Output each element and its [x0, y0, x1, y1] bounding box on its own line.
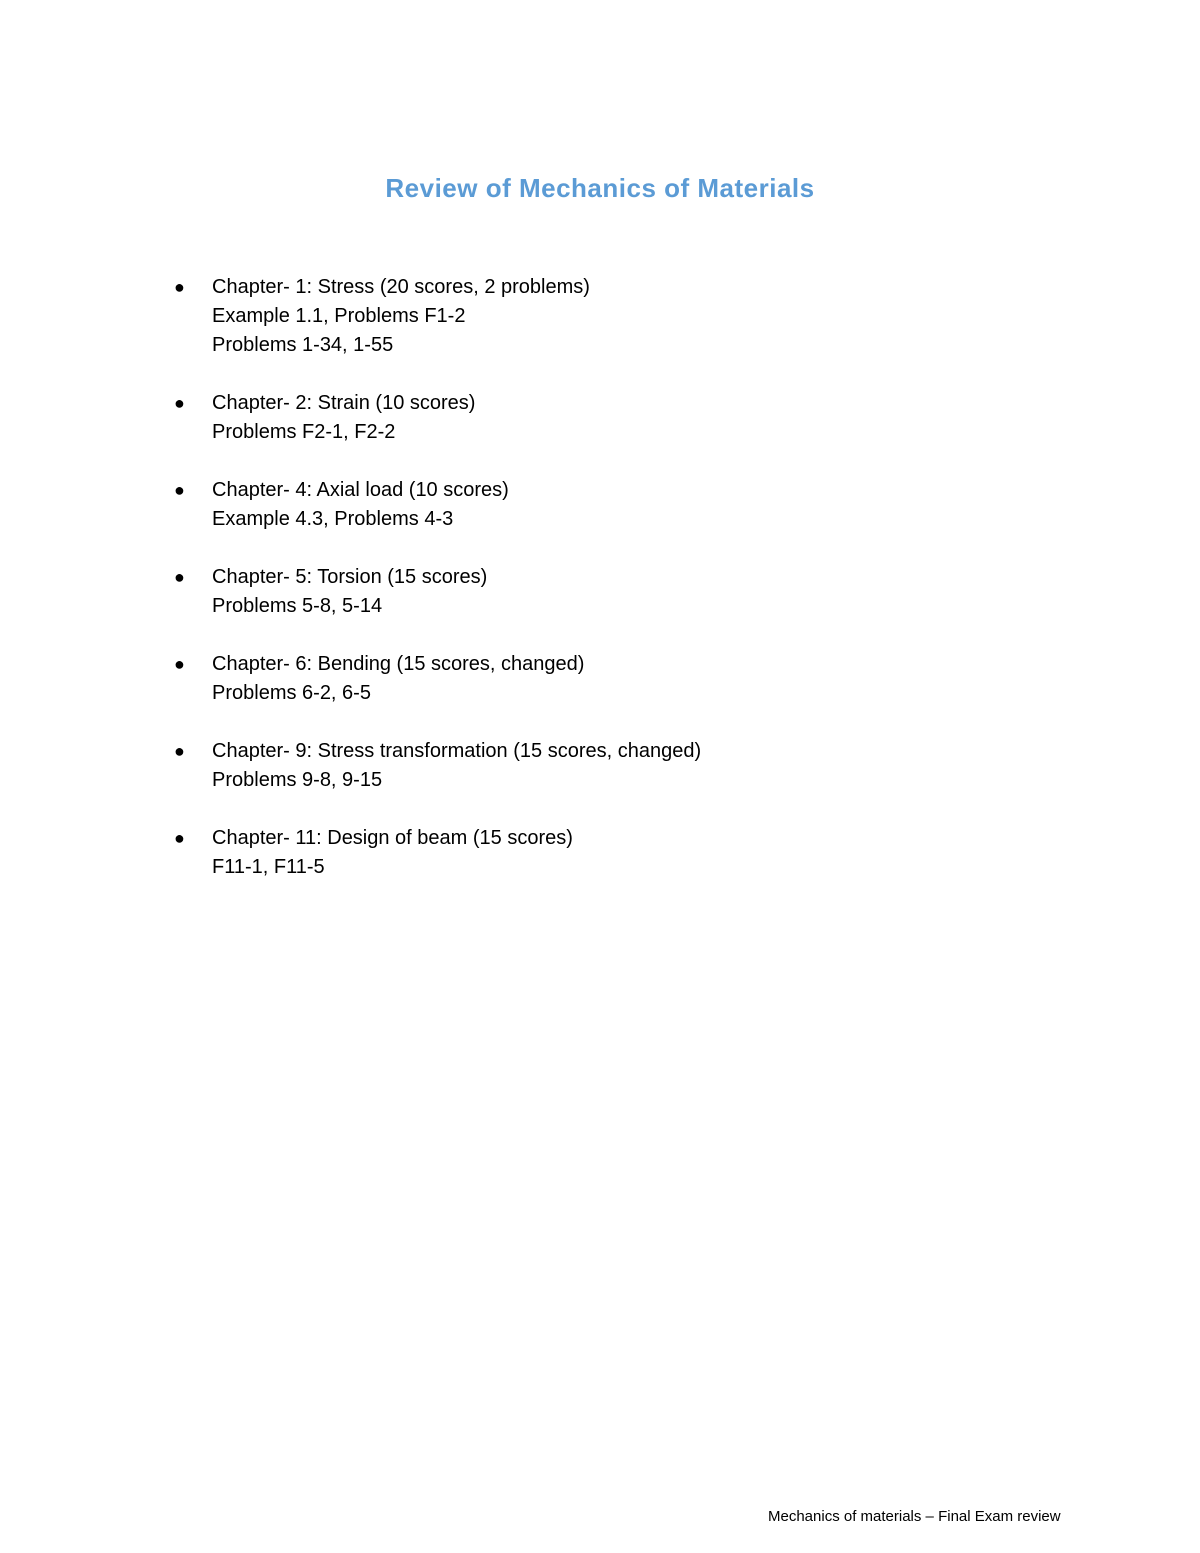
chapter-item [174, 389, 1074, 447]
bullet-icon: ● [174, 828, 185, 848]
bullet-icon: ● [174, 567, 185, 587]
chapter-item [174, 273, 1074, 360]
bullet-icon: ● [174, 741, 185, 761]
chapter-detail: Problems 1-34, 1-55 [212, 334, 394, 356]
chapter-heading: Chapter- 1: Stress (20 scores, 2 problems) [212, 276, 590, 298]
bullet-icon: ● [174, 393, 185, 413]
chapter-detail: Problems 9-8, 9-15 [212, 769, 383, 791]
chapter-heading: Chapter- 2: Strain (10 scores) [212, 392, 476, 414]
chapter-detail: Example 1.1, Problems F1-2 [212, 305, 466, 327]
chapter-detail: Problems 6-2, 6-5 [212, 682, 371, 704]
chapter-detail: Problems 5-8, 5-14 [212, 595, 383, 617]
chapter-heading: Chapter- 5: Torsion (15 scores) [212, 566, 488, 588]
chapter-detail: Example 4.3, Problems 4-3 [212, 508, 454, 530]
chapter-heading: Chapter- 9: Stress transformation (15 scores, changed) [212, 740, 702, 762]
chapter-item [174, 650, 1074, 708]
chapter-item [174, 737, 1074, 795]
bullet-icon: ● [174, 277, 185, 297]
page-footer: Mechanics of materials – Final Exam review [768, 1508, 1061, 1525]
chapter-heading: Chapter- 6: Bending (15 scores, changed) [212, 653, 585, 675]
chapter-detail: Problems F2-1, F2-2 [212, 421, 396, 443]
chapter-item [174, 476, 1074, 534]
page-title: Review of Mechanics of Materials [385, 173, 815, 203]
chapter-detail: F11-1, F11-5 [212, 856, 325, 878]
chapter-list [174, 273, 1074, 911]
chapter-item [174, 563, 1074, 621]
chapter-heading: Chapter- 11: Design of beam (15 scores) [212, 827, 573, 849]
bullet-icon: ● [174, 480, 185, 500]
bullet-icon: ● [174, 654, 185, 674]
chapter-item [174, 824, 1074, 882]
chapter-heading: Chapter- 4: Axial load (10 scores) [212, 479, 509, 501]
